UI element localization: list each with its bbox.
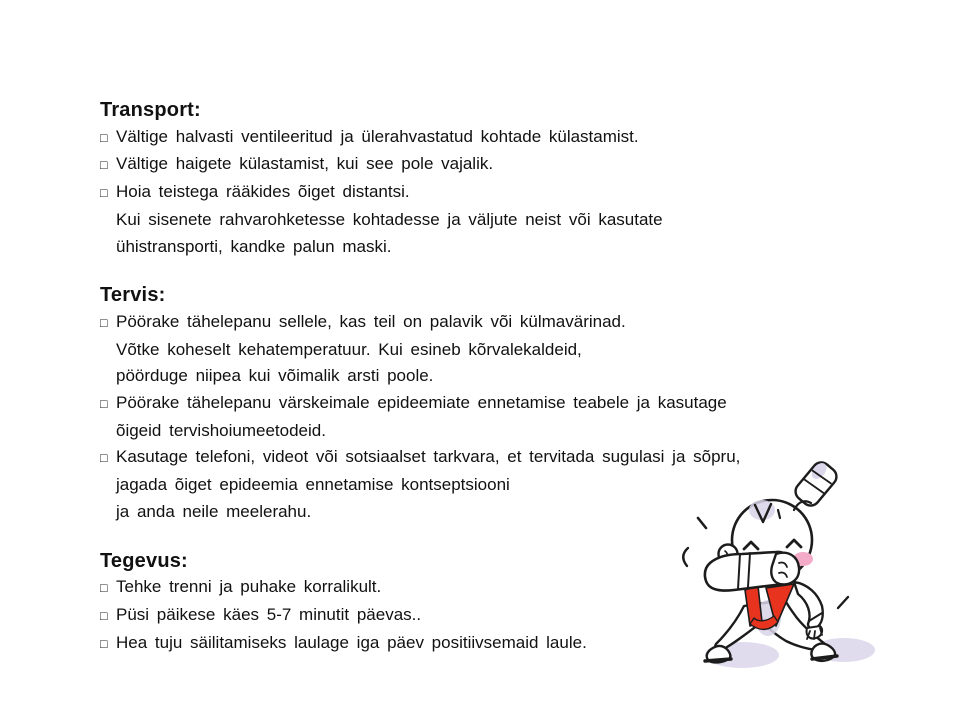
list-item <box>100 309 900 337</box>
bullet-square-icon: □ <box>100 186 108 201</box>
list-item-text: õigeid tervishoiumeetodeid. <box>116 420 326 440</box>
list-item <box>100 124 900 152</box>
list-item <box>100 179 900 207</box>
bullet-square-icon: □ <box>100 451 108 466</box>
list-item-continuation <box>100 363 900 390</box>
list-item-text: Tehke trenni ja puhake korralikult. <box>116 577 382 597</box>
section-heading: Tegevus: <box>100 549 188 572</box>
list-item-text: Hoia teistega rääkides õiget distantsi. <box>116 182 410 202</box>
bullet-square-icon: □ <box>100 158 108 173</box>
bullet-square-icon: □ <box>100 581 108 596</box>
list-item-text: Kui sisenete rahvarohketesse kohtadesse ja väljute neist või kasutate <box>116 209 663 229</box>
list-item-continuation <box>100 234 900 261</box>
list-item-text: Kasutage telefoni, videot või sotsiaalset tarkvara, et tervitada sugulasi ja sõpru, <box>116 447 741 467</box>
list-item-text: ühistransporti, kandke palun maski. <box>116 236 392 256</box>
list-item-text: Hea tuju säilitamiseks laulage iga päev positiivsemaid laule. <box>116 632 587 652</box>
list-item-continuation <box>100 418 900 445</box>
list-item <box>100 390 900 418</box>
bullet-square-icon: □ <box>100 608 108 623</box>
list-item-text: Vältige haigete külastamist, kui see pole vajalik. <box>116 154 494 174</box>
list-item-text: ja anda neile meelerahu. <box>116 501 312 521</box>
bullet-square-icon: □ <box>100 636 108 651</box>
list-item-text: pöörduge niipea kui võimalik arsti poole. <box>116 366 434 386</box>
cartoon-svg <box>672 458 912 680</box>
list-item-continuation <box>100 337 900 364</box>
list-item-continuation <box>100 207 900 234</box>
child-coughing-into-arm-illustration <box>672 458 912 680</box>
list-item-text: Võtke koheselt kehatemperatuur. Kui esineb kõrvalekaldeid, <box>116 339 582 359</box>
bullet-square-icon: □ <box>100 315 108 330</box>
list-item-text: jagada õiget epideemia ennetamise kontseptsiooni <box>116 475 510 495</box>
bullet-square-icon: □ <box>100 397 108 412</box>
section-heading: Transport: <box>100 99 201 121</box>
list-item-text: Püsi päikese käes 5-7 minutit päevas.. <box>116 604 422 624</box>
section-heading: Tervis: <box>100 284 166 307</box>
section-transport <box>100 97 900 260</box>
list-item-text: Pöörake tähelepanu värskeimale epideemiate ennetamise teabele ja kasutage <box>116 393 727 413</box>
list-item-text: Vältige halvasti ventileeritud ja ülerahvastatud kohtade külastamist. <box>116 126 639 146</box>
list-item-text: Pöörake tähelepanu sellele, kas teil on palavik või külmavärinad. <box>116 311 626 331</box>
bullet-square-icon: □ <box>100 130 108 145</box>
list-item <box>100 151 900 179</box>
